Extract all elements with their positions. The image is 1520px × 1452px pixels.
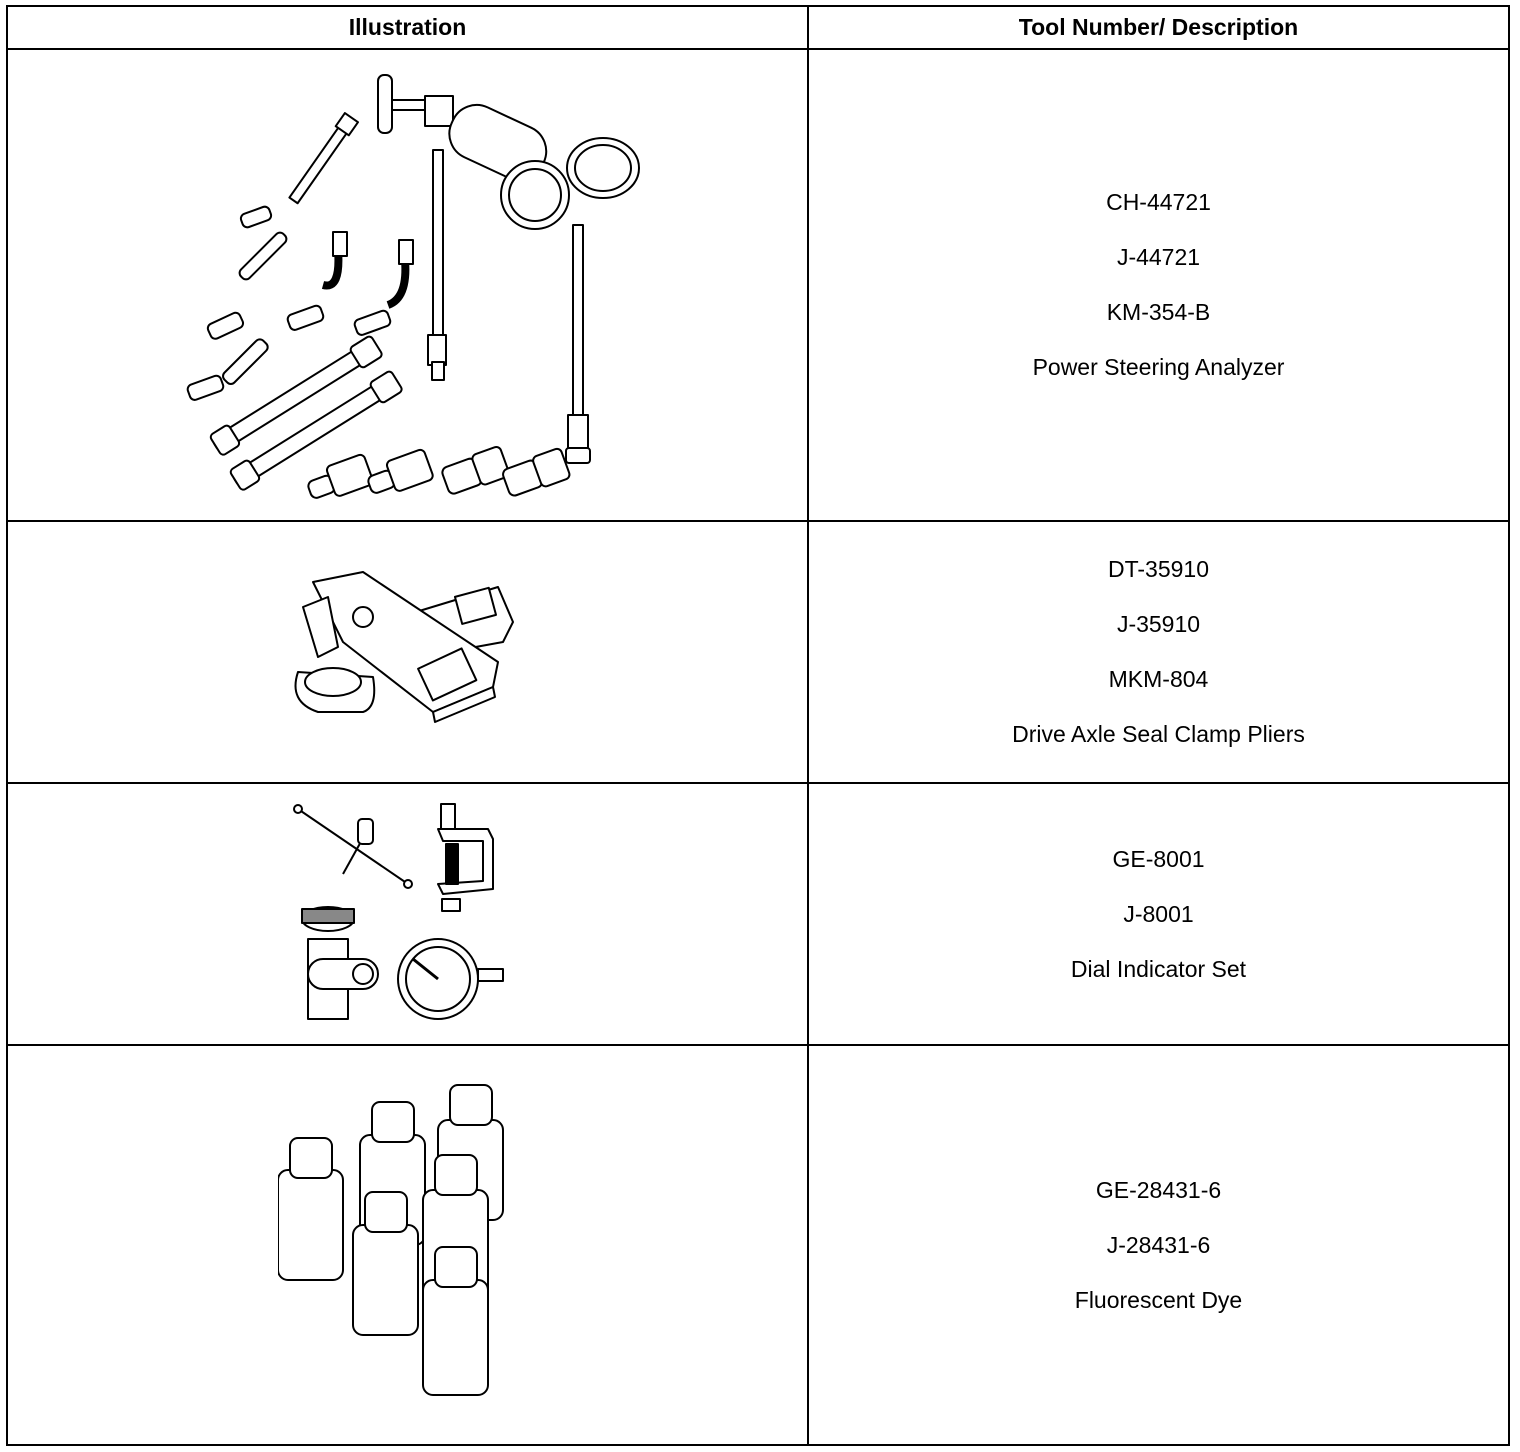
tool-number-line: DT-35910 (1107, 556, 1209, 582)
tool-number-line: J-44721 (1116, 244, 1201, 270)
table-row (7, 521, 1509, 783)
tool-description-line: Dial Indicator Set (1070, 955, 1247, 982)
tool-number-line: CH-44721 (1106, 189, 1211, 215)
description-cell (808, 521, 1509, 783)
table-row (7, 49, 1509, 521)
fluorescent-dye-illustration (278, 1080, 538, 1410)
header-illustration: Illustration (7, 6, 808, 49)
tool-description-line: Fluorescent Dye (1074, 1286, 1243, 1313)
description-cell (808, 783, 1509, 1045)
header-tool-description: Tool Number/ Description (808, 6, 1509, 49)
tools-table (6, 5, 1510, 1446)
tool-number-line: GE-28431-6 (1095, 1176, 1222, 1203)
description-cell (808, 49, 1509, 521)
dial-indicator-set-illustration (288, 799, 528, 1029)
header-row (7, 6, 1509, 49)
tool-number-line: J-35910 (1116, 611, 1201, 637)
tool-number-line: J-8001 (1123, 900, 1194, 927)
table-row (7, 1045, 1509, 1445)
tool-number-line: J-28431-6 (1106, 1231, 1211, 1258)
table-row (7, 783, 1509, 1045)
illustration-cell (7, 783, 808, 1045)
description-cell (808, 1045, 1509, 1445)
power-steering-analyzer-illustration (173, 60, 643, 510)
tool-number-line: KM-354-B (1106, 299, 1211, 325)
illustration-cell (7, 521, 808, 783)
illustration-cell (7, 1045, 808, 1445)
tool-description-line: Power Steering Analyzer (1032, 354, 1285, 380)
tool-number-line: GE-8001 (1112, 845, 1205, 872)
tool-number-line: MKM-804 (1108, 666, 1209, 692)
tool-description-line: Drive Axle Seal Clamp Pliers (1012, 721, 1305, 747)
illustration-cell (7, 49, 808, 521)
drive-axle-seal-clamp-pliers-illustration (283, 562, 533, 742)
